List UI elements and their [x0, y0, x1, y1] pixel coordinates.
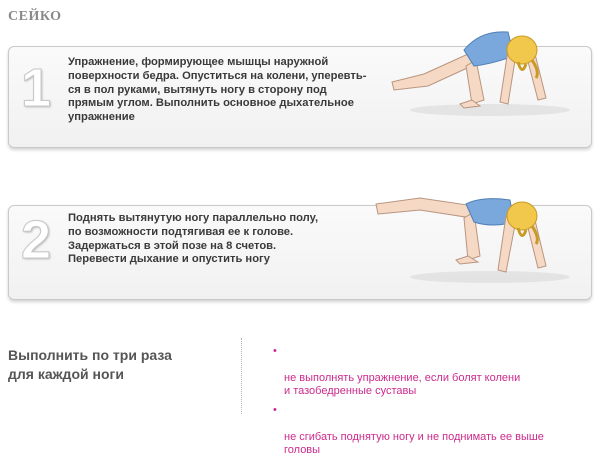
step-description: Упражнение, формирующее мышцы наружной поверхности бедра. Опуститься на колени, уперевть- ся в пол руками, вытянуть ногу в сторону под прямым углом. Выполнить основное дыхательное упражнение: [68, 56, 367, 124]
caution-notes: [272, 346, 572, 464]
exercise-1-illustration: [380, 20, 590, 130]
exercise-2-illustration: [370, 182, 590, 297]
caution-note: [272, 346, 572, 398]
step-number: 2: [21, 210, 52, 270]
bullet-icon: •: [273, 345, 277, 357]
bullet-icon: •: [273, 404, 277, 416]
page-title: СЕЙКО: [8, 9, 62, 24]
caution-note: [272, 405, 572, 457]
caution-note-text: не сгибать поднятую ногу и не поднимать ее выше головы: [284, 431, 544, 456]
step-number: 1: [21, 58, 52, 118]
step-description: Поднять вытянутую ногу параллельно полу, по возможности подтягивая ее к голове. Задержаться в этой позе на 8 счетов. Перевести дыхание и опустить ногу: [68, 212, 319, 266]
repetition-summary: Выполнить по три раза для каждой ноги: [8, 347, 172, 382]
caution-note-text: не выполнять упражнение, если болят колени и тазобедренные суставы: [284, 372, 521, 397]
vertical-divider: [241, 338, 242, 414]
